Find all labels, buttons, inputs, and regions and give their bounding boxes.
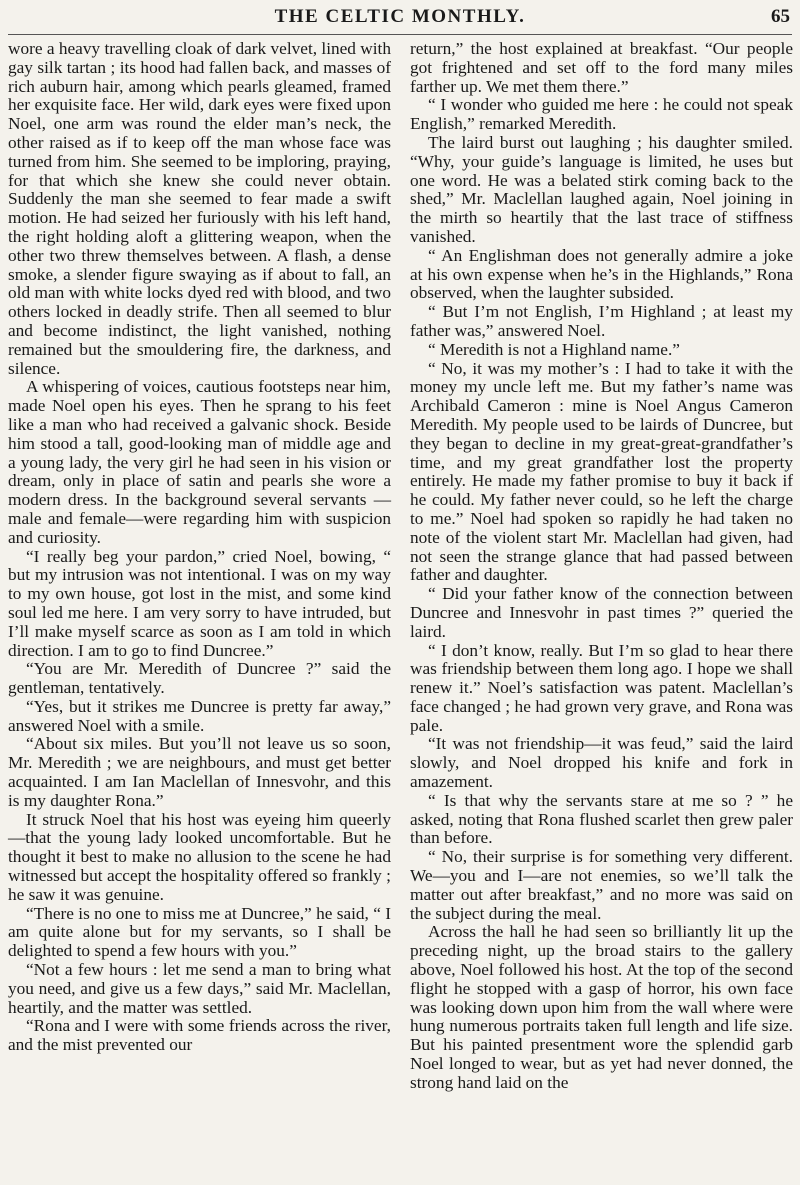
paragraph: Across the hall he had seen so brilliantly lit up the preceding night, up the broad stairs to the gallery above, Noel followed his host. At the top of the second flight he stopped with a gasp of horror, his own face was looking down upon him from the wall where were hung numerous portraits taken full length and life size. But his painted presentment wore the splendid garb Noel longed to wear, but as yet had never donned, the strong hand laid on the: [410, 922, 793, 1092]
paragraph: “You are Mr. Meredith of Duncree ?” said the gentleman, tentatively.: [8, 659, 391, 698]
paragraph: A whispering of voices, cautious footsteps near him, made Noel open his eyes. Then he sprang to his feet like a man who had received a galvanic shock. Beside him stood a tall, good-looking man of middle age and a young lady, the very girl he had seen in his vision or dream, only in place of satin and pearls she wore a modern dress. In the background several servants —male and female—were regarding him with suspicion and curiosity.: [8, 377, 391, 547]
paragraph: “ Did your father know of the connection between Duncree and Innesvohr in past times ?” queried the laird.: [410, 584, 793, 641]
header-rule: [8, 34, 792, 35]
paragraph: “I really beg your pardon,” cried Noel, bowing, “ but my intrusion was not intentional. I was on my way to my own house, got lost in the mist, and some kind soul led me here. I am very sorry to have intruded, but I’ll make myself scarce as soon as I am told in which direction. I am to go to find Duncree.”: [8, 546, 391, 660]
paragraph: “There is no one to miss me at Duncree,” he said, “ I am quite alone but for my servants, so I shall be delighted to spend a few hours with you.”: [8, 903, 391, 961]
paragraph: “About six miles. But you’ll not leave us so soon, Mr. Meredith ; we are neighbours, and must get better acquainted. I am Ian Maclellan of Innesvohr, and this is my daughter Rona.”: [8, 734, 391, 810]
journal-title: THE CELTIC MONTHLY.: [274, 6, 526, 27]
paragraph: wore a heavy travelling cloak of dark velvet, lined with gay silk tartan ; its hood had fallen back, and masses of rich auburn hair, among which pearls gleamed, framed her exquisite face. Her wild, dark eyes were fixed upon Noel, one arm was round the elder man’s neck, the other raised as if to keep off the man whose face was turned from him. She seemed to be imploring, praying, for that which she knew she could never obtain. Suddenly the man she seemed to fear made a swift motion. He had seized her furiously with his left hand, the right holding aloft a glittering weapon, when the other two threw themselves between. A flash, a dense smoke, a slender figure swaying as if about to fall, an old man with white locks dyed red with blood, and two others locked in deadly strife. Then all seemed to blur and become indistinct, the light vanished, nothing remained but the smouldering fire, the darkness, and silence.: [8, 39, 391, 378]
paragraph: “ Is that why the servants stare at me so ? ” he asked, noting that Rona flushed scarlet then grew paler than before.: [410, 790, 793, 848]
paragraph: return,” the host explained at breakfast. “Our people got frightened and set off to the ford many miles farther up. We met them there.”: [410, 39, 793, 96]
paragraph: The laird burst out laughing ; his daughter smiled. “Why, your guide’s language is limited, he uses but one word. He was a belated stirk coming back to the shed,” Mr. Maclellan laughed again, Noel joining in the mirth so heartily that the last trace of stiffness vanished.: [410, 132, 793, 246]
paragraph: “ Meredith is not a Highland name.”: [428, 339, 680, 359]
paragraph: “It was not friendship—it was feud,” said the laird slowly, and Noel dropped his knife and fork in amazement.: [410, 734, 793, 792]
page-number: 65: [771, 6, 790, 27]
paragraph: “Not a few hours : let me send a man to bring what you need, and give us a few days,” said Mr. Maclellan, heartily, and the matter was settled.: [8, 960, 391, 1017]
left-column: [8, 40, 391, 1055]
paragraph: It struck Noel that his host was eyeing him queerly—that the young lady looked uncomfortable. But he thought it best to make no allusion to the scene he had witnessed but accept the hospitality offered so frankly ; he saw it was genuine.: [8, 809, 391, 904]
right-column: [410, 40, 793, 1093]
paragraph: “ But I’m not English, I’m Highland ; at least my father was,” answered Noel.: [410, 302, 793, 340]
paragraph: “ No, it was my mother’s : I had to take it with the money my uncle left me. But my father’s name was Archibald Cameron : mine is Noel Angus Cameron Meredith. My people used to be lairds of Duncree, but they began to decline in my great-great-grandfather’s time, and my great grandfather lost the property entirely. He made my father promise to buy it back if he could. My father never could, so he left the charge to me.” Noel had spoken so rapidly he had taken no note of the violent start Mr. Maclellan had given, had not seen the strange glance that had passed between father and daughter.: [410, 358, 793, 585]
paragraph: “Rona and I were with some friends across the river, and the mist prevented our: [8, 1016, 391, 1055]
paragraph: “ I don’t know, really. But I’m so glad to hear there was friendship between them long ago. I hope we shall renew it.” Noel’s satisfaction was patent. Maclellan’s face changed ; he had grown very grave, and Rona was pale.: [410, 640, 793, 735]
paragraph: “ No, their surprise is for something very different. We—you and I—are not enemies, so we’ll talk the matter out after breakfast,” and no more was said on the subject during the meal.: [410, 847, 793, 923]
paragraph: “Yes, but it strikes me Duncree is pretty far away,” answered Noel with a smile.: [8, 696, 391, 735]
page-header: [0, 4, 800, 32]
paragraph: “ An Englishman does not generally admire a joke at his own expense when he’s in the Highlands,” Rona observed, when the laughter subsided.: [410, 245, 793, 303]
paragraph: “ I wonder who guided me here : he could not speak English,” remarked Meredith.: [410, 95, 793, 134]
